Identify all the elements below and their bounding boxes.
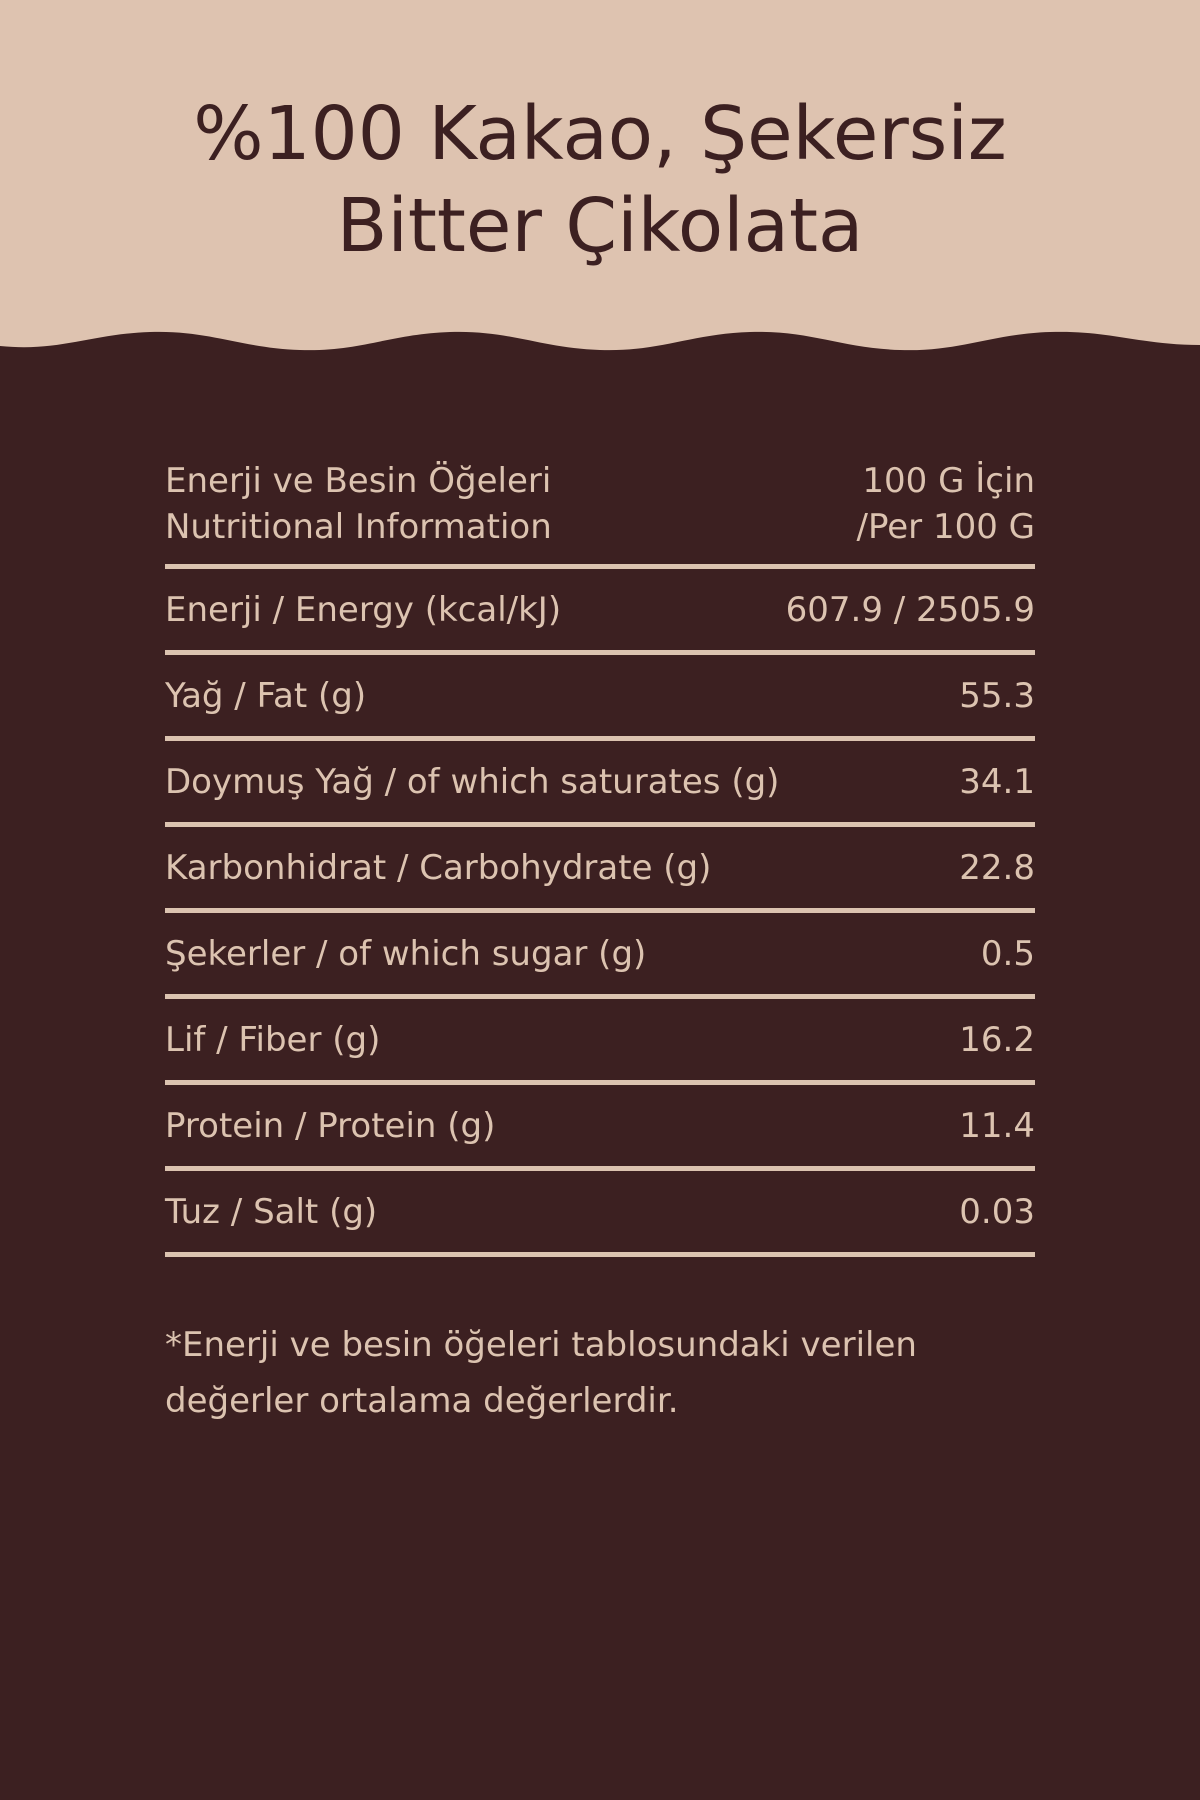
nutrition-table [165,448,1035,1429]
table-row-energy [165,569,1035,655]
title-line-2: Bitter Çikolata [336,183,864,269]
header-label-tr: Enerji ve Besin Öğeleri [165,461,552,501]
row-value: 34.1 [959,761,1035,802]
page-title [0,88,1200,272]
table-row-salt [165,1171,1035,1257]
header-banner [0,0,1200,360]
table-header-unit [857,458,1036,550]
row-value: 55.3 [959,675,1035,716]
table-header [165,448,1035,569]
header-unit-en: /Per 100 G [856,507,1035,547]
row-label: Tuz / Salt (g) [165,1191,378,1232]
row-value: 0.03 [959,1191,1035,1232]
table-row-protein [165,1085,1035,1171]
footnote-line-2: değerler ortalama değerlerdir. [165,1381,679,1421]
table-row-saturates [165,741,1035,827]
header-label-en: Nutritional Information [165,507,552,547]
footnote-line-1: *Enerji ve besin öğeleri tablosundaki verilen [165,1325,917,1365]
table-row-sugar [165,913,1035,999]
row-label: Lif / Fiber (g) [165,1019,381,1060]
row-value: 11.4 [959,1105,1035,1146]
row-label: Enerji / Energy (kcal/kJ) [165,589,562,630]
table-row-carbohydrate [165,827,1035,913]
row-label: Doymuş Yağ / of which saturates (g) [165,761,780,802]
row-value: 22.8 [959,847,1035,888]
table-header-label [165,448,552,550]
title-line-1: %100 Kakao, Şekersiz [193,91,1007,177]
row-value: 0.5 [980,933,1035,974]
table-row-fiber [165,999,1035,1085]
row-label: Protein / Protein (g) [165,1105,496,1146]
table-row-fat [165,655,1035,741]
row-label: Şekerler / of which sugar (g) [165,933,647,974]
row-value: 16.2 [959,1019,1035,1060]
row-value: 607.9 / 2505.9 [785,589,1035,630]
row-label: Yağ / Fat (g) [165,675,367,716]
row-label: Karbonhidrat / Carbohydrate (g) [165,847,712,888]
footnote [165,1317,1035,1429]
header-unit-tr: 100 G İçin [862,461,1035,501]
